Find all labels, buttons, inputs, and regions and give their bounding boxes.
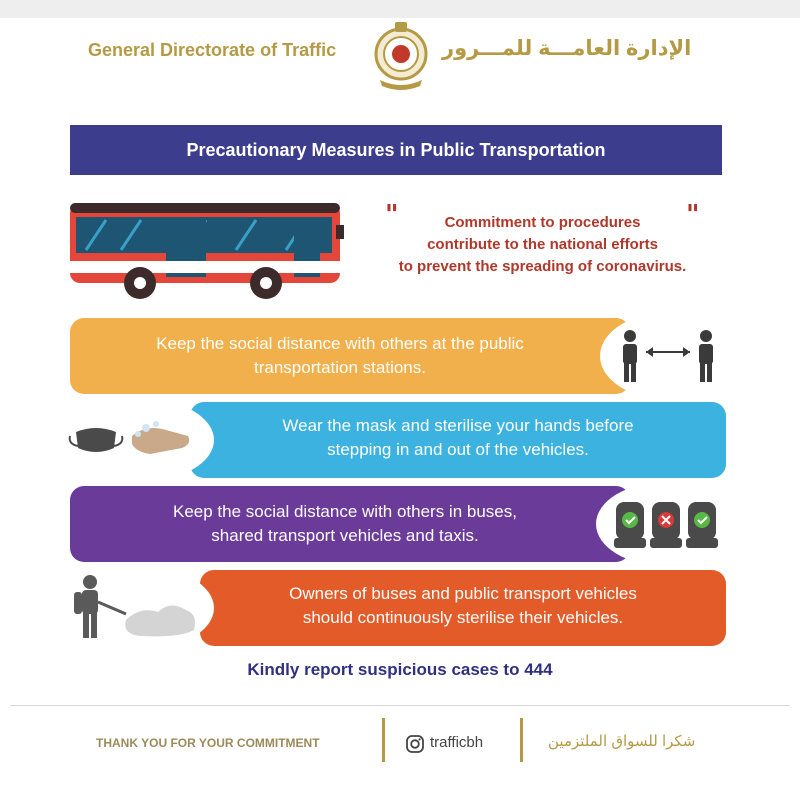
instagram-handle[interactable]: trafficbh: [430, 734, 484, 751]
measure-sterilise-vehicles: [200, 570, 726, 646]
org-name-arabic: الإدارة العامـــة للمـــرور: [442, 37, 692, 60]
footer-divider: [10, 705, 790, 706]
measure-mask-sterilise: [190, 402, 726, 478]
bus-icon: [66, 195, 351, 305]
quote-line: contribute to the national efforts: [427, 236, 658, 253]
footer-separator: [382, 718, 385, 762]
measure-line: transportation stations.: [254, 358, 426, 377]
measure-line: shared transport vehicles and taxis.: [211, 526, 479, 545]
quote-line: to prevent the spreading of coronavirus.: [398, 258, 687, 275]
org-name-english: General Directorate of Traffic: [88, 40, 337, 60]
measure-line: should continuously sterilise their vehicles.: [302, 608, 624, 627]
measure-line: Wear the mask and sterilise your hands before: [282, 416, 634, 435]
measure-line: Owners of buses and public transport vehicles: [289, 584, 637, 603]
page-title: Precautionary Measures in Public Transportation: [70, 125, 722, 175]
open-quote-mark: ": [385, 200, 399, 230]
footer-thanks-english: THANK YOU FOR YOUR COMMITMENT: [96, 736, 320, 750]
footer-separator: [520, 718, 523, 762]
police-emblem-icon: [370, 18, 432, 92]
sterilising-sprayer-icon: [70, 574, 200, 642]
footer-thanks-arabic: شكرا للسواق الملتزمين: [548, 733, 696, 750]
measure-social-distance-stations: [70, 318, 630, 394]
mask-and-hand-wash-icon: [66, 414, 196, 464]
close-quote-mark: ": [686, 200, 700, 230]
top-strip: [0, 0, 800, 18]
report-cases-text: Kindly report suspicious cases to 444: [247, 660, 553, 679]
measure-line: stepping in and out of the vehicles.: [327, 440, 589, 459]
commitment-quote: [355, 212, 730, 278]
measure-line: Keep the social distance with others in buses,: [173, 502, 517, 521]
bus-seats-distance-icon: [614, 498, 718, 552]
instagram-icon: [406, 735, 424, 753]
measure-line: Keep the social distance with others at the public: [156, 334, 524, 353]
social-distance-people-icon: [614, 328, 726, 384]
quote-line: Commitment to procedures: [444, 214, 641, 231]
measure-social-distance-vehicles: [70, 486, 630, 562]
